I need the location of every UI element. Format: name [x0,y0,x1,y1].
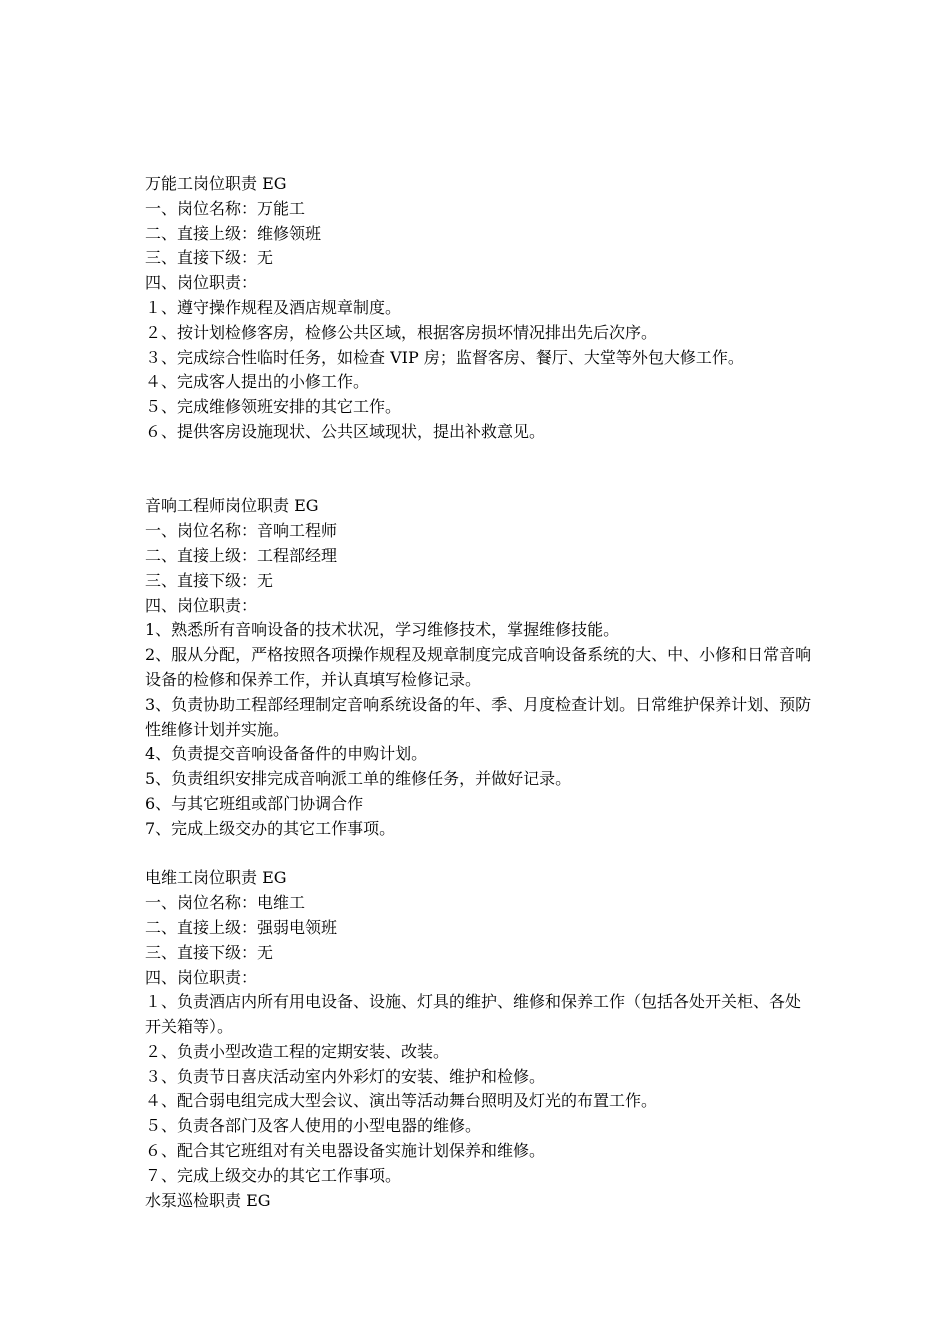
text-line: 二、直接上级：维修领班 [145,223,322,243]
text-line: 一、岗位名称：电维工 [145,893,306,913]
text-line: ５、完成维修领班安排的其它工作。 [145,397,402,417]
spacer [145,842,815,867]
text-line: ２、负责小型改造工程的定期安装、改装。 [145,1041,450,1061]
text-line: ７、完成上级交办的其它工作事项。 [145,1165,402,1185]
spacer [145,445,815,495]
section-title: 音响工程师岗位职责 EG [145,496,319,516]
text-line: 7、完成上级交办的其它工作事项。 [145,818,396,838]
text-line: 1、熟悉所有音响设备的技术状况，学习维修技术，掌握维修技能。 [145,620,620,640]
section-electrician [145,866,815,1188]
text-line: 二、直接上级：工程部经理 [145,545,338,565]
text-line: ４、完成客人提出的小修工作。 [145,372,370,392]
text-line: ４、配合弱电组完成大型会议、演出等活动舞台照明及灯光的布置工作。 [145,1091,658,1111]
text-line: 4、负责提交音响设备备件的申购计划。 [145,744,428,764]
section-universal-worker [145,172,815,445]
text-line: ３、完成综合性临时任务，如检查 VIP 房；监督客房、餐厅、大堂等外包大修工作。 [145,347,744,367]
text-line: ２、按计划检修客房，检修公共区域，根据客房损坏情况排出先后次序。 [145,322,658,342]
text-line: 三、直接下级：无 [145,570,274,590]
text-line: 四、岗位职责： [145,595,258,615]
section-water-pump-inspection [145,1189,815,1214]
text-line: 四、岗位职责： [145,967,258,987]
text-line: 一、岗位名称：音响工程师 [145,521,338,541]
text-line: ５、负责各部门及客人使用的小型电器的维修。 [145,1116,482,1136]
text-line: １、遵守操作规程及酒店规章制度。 [145,297,402,317]
text-line: 6、与其它班组或部门协调合作 [145,793,364,813]
text-line: ６、提供客房设施现状、公共区域现状，提出补救意见。 [145,421,546,441]
text-line: ３、负责节日喜庆活动室内外彩灯的安装、维护和检修。 [145,1066,546,1086]
text-paragraph: １、负责酒店内所有用电设备、设施、灯具的维护、维修和保养工作（包括各处开关柜、各处开关箱等）。 [145,992,802,1037]
text-line: 三、直接下级：无 [145,248,274,268]
section-title: 电维工岗位职责 EG [145,868,287,888]
text-line: 5、负责组织安排完成音响派工单的维修任务，并做好记录。 [145,769,572,789]
text-line: 三、直接下级：无 [145,942,274,962]
text-line: 一、岗位名称：万能工 [145,198,306,218]
text-line: 二、直接上级：强弱电领班 [145,917,338,937]
section-audio-engineer [145,494,815,841]
text-paragraph: 3、负责协助工程部经理制定音响系统设备的年、季、月度检查计划。日常维护保养计划、预防性维修计划并实施。 [145,694,812,739]
document-page [145,172,815,1213]
text-line: 四、岗位职责： [145,273,258,293]
text-paragraph: 2、服从分配，严格按照各项操作规程及规章制度完成音响设备系统的大、中、小修和日常音响设备的检修和保养工作，并认真填写检修记录。 [145,645,812,689]
section-title: 水泵巡检职责 EG [145,1190,271,1210]
text-line: ６、配合其它班组对有关电器设备实施计划保养和维修。 [145,1141,546,1161]
section-title: 万能工岗位职责 EG [145,174,287,193]
